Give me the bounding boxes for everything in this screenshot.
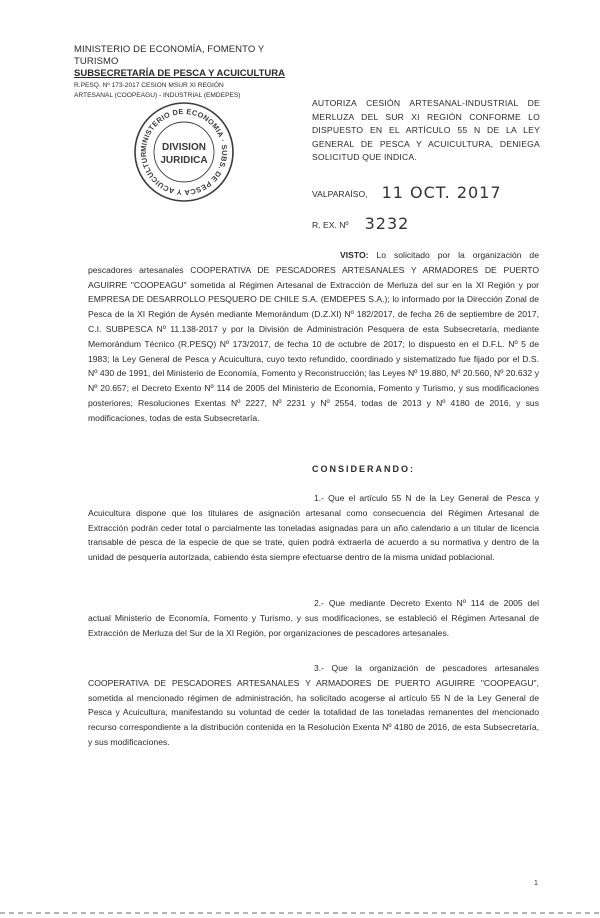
date-stamp-value: 11 OCT. 2017 xyxy=(381,183,502,202)
considerando-item-1: 1.- Que el artículo 55 N de la Ley General de Pesca y Acuicultura dispone que los titulares de asignación artesanal como consecuencia del Régimen Artesanal de Extracción podrán ceder total o parcialmente las toneladas asignadas para un año calendario a un titular de licencia transable de pesca de la especie de que se trate, quien podrá extraerla de acuerdo a su normativa y dentro de la unidad de pesquería autorizada, cabiendo ésta siempre efectuarse dentro de la misma unidad poblacional. xyxy=(88,493,539,563)
reference-line-1: R.PESQ. Nº 173-2017 CESION MSUR XI REGIÓN xyxy=(74,82,224,89)
page-number: 1 xyxy=(534,880,538,887)
division-juridica-stamp-icon xyxy=(132,100,236,204)
date-label: VALPARAÍSO, xyxy=(312,189,368,199)
resolution-number-line xyxy=(312,214,409,233)
considerando-item-3: 3.- Que la organización de pescadores artesanales COOPERATIVA DE PESCADORES ARTESANALES Y ARMADORES DE PUERTO AGUIRRE "COOPEAGU", sometida al mencionado régimen de administración, ha solicitado acogerse al artículo 55 N de la Ley General de Pesca y Acuicultura, manifestando su voluntad de ceder la totalidad de las toneladas remanentes del mencionado recurso correspondiente a la distribución contenida en la Resolución Exenta Nº 4180 de 2016, de esta Subsecretaría, y sus modificaciones. xyxy=(88,663,539,747)
visto-lead: VISTO: xyxy=(340,250,369,260)
visto-text: Lo solicitado por la organización de pescadores artesanales COOPERATIVA DE PESCADORES ARTESANALES Y ARMADORES DE PUERTO AGUIRRE "COOPEAGU" sometida al Régimen Artesanal de Extracción de Merluza del sur en la XI Región y por EMPRESA DE DESARROLLO PESQUERO DE CHILE S.A. (EMDEPES S.A.); lo informado por la Dirección Zonal de Pesca de la XI Región de Aysén mediante Memorándum (D.Z.XI) Nº 182/2017, de fecha 26 de septiembre de 2017, C.I. SUBPESCA Nº 11.138-2017 y por la División de Administración Pesquera de esta Subsecretaría, mediante Memorándum Técnico (R.PESQ) Nº 173/2017, de fecha 10 de octubre de 2017; lo dispuesto en el D.F.L. Nº 5 de 1983; la Ley General de Pesca y Acuicultura, cuyo texto refundido, coordinado y sistematizado fue fijado por el D.S. Nº 430 de 1991, del Ministerio de Economía, Fomento y Reconstrucción; las Leyes Nº 19.880, Nº 20.560, Nº 20.632 y Nº 20.657; el Decreto Exento Nº 114 de 2005 del Ministerio de Economía, Fomento y Turismo, y sus modificaciones posteriores; Resoluciones Exentas Nº 2227, Nº 2231 y Nº 2554, todas de 2013 y Nº 4180 de 2016, y sus modificaciones, todas de esta Subsecretaría. xyxy=(88,250,539,423)
considerando-title: CONSIDERANDO: xyxy=(312,464,416,474)
resolution-number-label: R. EX. Nº xyxy=(312,220,349,230)
undersecretariat-name: SUBSECRETARÍA DE PESCA Y ACUICULTURA xyxy=(74,68,285,79)
date-line xyxy=(312,183,502,202)
reference-line-2: ARTESANAL (COOPEAGU) - INDUSTRIAL (EMDEPES) xyxy=(74,92,241,99)
ministry-name: MINISTERIO DE ECONOMÍA, FOMENTO Y TURISMO xyxy=(74,44,265,67)
considerando-item-2: 2.- Que mediante Decreto Exento Nº 114 de 2005 del actual Ministerio de Economía, Fomento y Turismo, y sus modificaciones, se estableció el Régimen Artesanal de Extracción de Merluza del Sur de la XI Región, por organizaciones de pescadores artesanales. xyxy=(88,598,539,638)
visto-paragraph xyxy=(88,248,539,426)
resolution-subject: AUTORIZA CESIÓN ARTESANAL-INDUSTRIAL DE MERLUZA DEL SUR XI REGIÓN CONFORME LO DISPUESTO EN EL ARTÍCULO 55 N DE LA LEY GENERAL DE PESCA Y ACUICULTURA, DENIEGA SOLICITUD QUE INDICA. xyxy=(312,98,540,162)
scan-bottom-rule xyxy=(0,912,600,914)
stamp-center-line-1: DIVISION xyxy=(162,142,206,153)
letterhead xyxy=(74,44,294,100)
stamp-center-line-2: JURIDICA xyxy=(160,155,208,166)
resolution-number: 3232 xyxy=(364,214,410,233)
stamp-ring-text: MINISTERIO DE ECONOMIA · SUBS. DE PESCA Y ACUICULTUR xyxy=(138,106,230,198)
